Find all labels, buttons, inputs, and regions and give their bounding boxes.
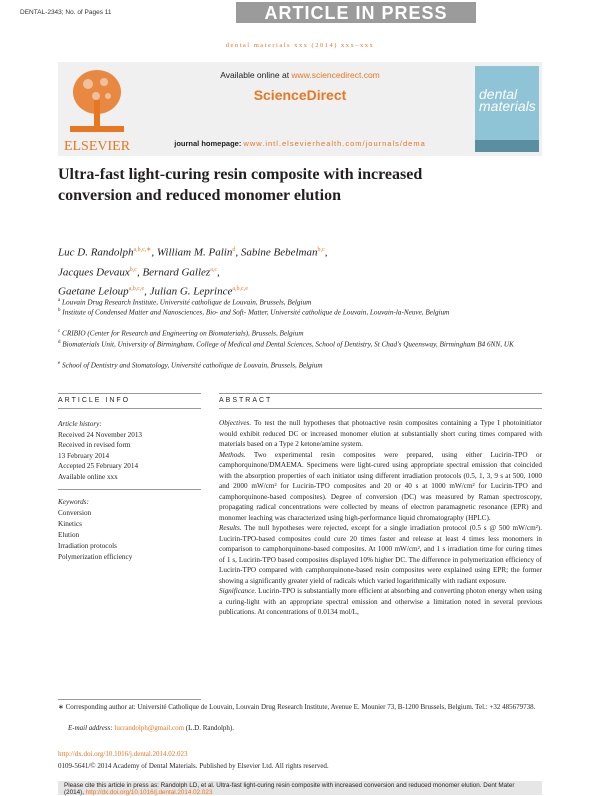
abstract-significance: Significance. Lucirin-TPO is substantially more efficient at absorbing and converting photon energy when using a curing-light with an appropriate spectral emission and otherwise a limitation noted in several previous publications. At concentrations of 0.0134 mol/L, bbox=[219, 587, 542, 616]
author-3-affil[interactable]: b,c bbox=[317, 247, 325, 253]
author-6: Gaetane Leloup bbox=[58, 285, 129, 298]
homepage-label: journal homepage: bbox=[174, 139, 244, 148]
history-item: Received 24 November 2013 bbox=[58, 431, 143, 439]
abstract-results: Results. The null hypotheses were rejected, except for a single irradiation protocol (0.5 s @ 500 mW/cm²). Lucirin-TPO-based composites could cure 20 times faster and release at least 4 times less monomers in comparison to camphorquinone-based composites. At 1000 mW/cm², and 1 s irradiation time for curing times of 1 s, Lucirin-TPO based composites displayed 10% higher DC. The difference in polymerization efficiency of Lucirin-TPO compared with camphorquinone-based resin composites were explained using EPR; the former showing a significantly greater yield of radicals which varied logarithmically with radiant exposure. bbox=[219, 524, 542, 585]
keywords-label: Keywords: bbox=[58, 498, 89, 506]
affiliation-c: $^c$ CRIBIO (Center for Research and Engineering on Biomaterials), Brussels, Belgium bbox=[58, 329, 304, 338]
author-list: Luc D. Randolph$^{a,b,c,∗}$, William M. Palin$^d$, Sabine Bebelman$^{b,c}$, Jacques Devaux$^{b,c}$, Bernard Gallez$^{a,c}$, Gaetane Leloup$^{a,b,c,e}$, Julian G. Leprince$^{a,b,c,e}$ bbox=[58, 246, 328, 298]
keyword-item: Kinetics bbox=[58, 520, 82, 528]
author-7: Julian G. Leprince bbox=[149, 285, 233, 298]
journal-cover bbox=[475, 66, 539, 152]
history-label: Article history: bbox=[58, 420, 102, 428]
author-3: Sabine Bebelman bbox=[240, 246, 318, 259]
affiliation-e: $^e$ School of Dentistry and Stomatology, Université catholique de Louvain, Brussels, Belgium bbox=[58, 361, 323, 370]
keyword-item: Irradiation protocols bbox=[58, 542, 117, 550]
history-item: Available online xxx bbox=[58, 473, 118, 481]
journal-reference: dental materials xxx (2014) xxx–xxx bbox=[225, 42, 375, 49]
author-4: Jacques Devaux bbox=[58, 266, 130, 279]
author-5: Bernard Gallez bbox=[142, 266, 211, 279]
abstract-methods: Methods. Two experimental resin composites were prepared, using either Lucirin-TPO or camphorquinone/DMAEMA. Specimens were light-cured using appropriate spectral emission that coincided with the absorption properties of each initiator using different irradiation protocols (0.5, 1, 3, 9 s at 500, 1000 and 2000 mW/cm² for Lucirin-TPO composites and 20 or 40 s at 1000 mW/cm² for Lucirin-TPO and camphorquinone-based composites). Degree of conversion (DC) was measured by Raman spectroscopy, propagating radical concentrations were collected by means of electron paramagnetic resonance (EPR) and monomer leaching was characterized using high-performance liquid chromatography (HPLC). bbox=[219, 450, 542, 522]
history-item: Received in revised form bbox=[58, 441, 131, 449]
available-online-label: Available online at bbox=[220, 70, 292, 80]
elsevier-wordmark: ELSEVIER bbox=[63, 139, 131, 154]
citation-text: Please cite this article in press as: Randolph LD, et al. Ultra-fast light-curing resin composite with increased conversion and reduced monomer elution. Dent Mater (2014), bbox=[64, 782, 515, 796]
article-title: Ultra-fast light-curing resin composite with increased conversion and reduced monomer elution bbox=[58, 166, 423, 204]
manuscript-meta: DENTAL-2343; No. of Pages 11 bbox=[20, 9, 112, 16]
abstract-heading: ABSTRACT bbox=[219, 397, 273, 404]
author-6-affil[interactable]: a,b,c,e bbox=[128, 286, 145, 293]
author-2: William M. Palin bbox=[156, 246, 233, 259]
author-4-affil[interactable]: b,c bbox=[129, 266, 137, 273]
keyword-item: Elution bbox=[58, 531, 80, 539]
email-link[interactable]: lucrandolph@gmail.com bbox=[114, 724, 185, 732]
affiliation-d: $^d$ Biomaterials Unit, University of Birmingham, College of Medical and Dental Sciences, School of Dentistry, St Chad's Queensway, Birmingham B4 6NN, UK bbox=[58, 340, 514, 349]
history-item: Accepted 25 February 2014 bbox=[58, 462, 139, 470]
keywords-rule bbox=[58, 489, 201, 490]
affiliation-b: $^b$ Institute of Condensed Matter and Nanosciences, Bio- and Soft- Matter, Université catholique de Louvain, Louvain-la-Neuve, Belgium bbox=[58, 308, 450, 317]
author-7-affil[interactable]: a,b,c,e bbox=[232, 286, 248, 293]
author-5-affil[interactable]: a,c bbox=[210, 266, 218, 273]
email-note: E-mail address: lucrandolph@gmail.com (L.D. Randolph). bbox=[68, 724, 234, 732]
article-in-press-banner: ARTICLE IN PRESS bbox=[236, 2, 476, 23]
article-info-heading: ARTICLE INFO bbox=[58, 397, 131, 404]
corresponding-author-note: ∗ Corresponding author at: Université Catholique de Louvain, Louvain Drug Research Institute, Avenue E. Mounier 73, B-1200 Brussels, Belgium. Tel.: +32 485679738. bbox=[58, 703, 536, 711]
journal-homepage bbox=[140, 139, 460, 148]
elsevier-logo bbox=[60, 64, 134, 154]
available-online bbox=[140, 70, 460, 80]
abstract-rule bbox=[219, 393, 542, 394]
history-item: 13 February 2014 bbox=[58, 452, 110, 460]
top-bar bbox=[0, 0, 600, 25]
keyword-item: Conversion bbox=[58, 509, 92, 517]
footnote-rule bbox=[58, 699, 201, 700]
abstract-objectives: Objectives. To test the null hypotheses that photoactive resin composites containing a Type I photoinitiator would exhibit reduced DC or increased monomer elution at substantially short curing times compared with materials based on a Type 2 ketone/amine system. bbox=[219, 419, 542, 448]
citation-box bbox=[58, 781, 542, 795]
doi-link[interactable]: http://dx.doi.org/10.1016/j.dental.2014.02.023 bbox=[58, 750, 188, 758]
keyword-item: Polymerization efficiency bbox=[58, 553, 133, 561]
article-info-rule bbox=[58, 393, 201, 394]
author-1-affil[interactable]: a,b,c,∗ bbox=[133, 247, 152, 253]
affiliation-a: $^a$ Louvain Drug Research Institute, Université catholique de Louvain, Brussels, Belgium bbox=[58, 298, 312, 307]
abstract-rule-2 bbox=[219, 408, 542, 409]
author-1: Luc D. Randolph bbox=[58, 246, 134, 259]
article-info-rule-2 bbox=[58, 408, 201, 409]
author-2-affil[interactable]: d bbox=[232, 247, 236, 253]
cover-band bbox=[475, 140, 539, 152]
copyright: 0109-5641/© 2014 Academy of Dental Materials. Published by Elsevier Ltd. All rights reserved. bbox=[58, 762, 329, 770]
sciencedirect-url-link[interactable]: www.sciencedirect.com bbox=[291, 70, 380, 80]
abstract-body bbox=[219, 418, 542, 618]
cover-title: dental materials bbox=[479, 86, 536, 114]
sciencedirect-logo: ScienceDirect bbox=[253, 87, 347, 103]
homepage-url-link[interactable]: www.intl.elsevierhealth.com/journals/dema bbox=[243, 139, 426, 148]
citation-doi-link[interactable]: http://dx.doi.org/10.1016/j.dental.2014.02.023 bbox=[85, 789, 213, 796]
